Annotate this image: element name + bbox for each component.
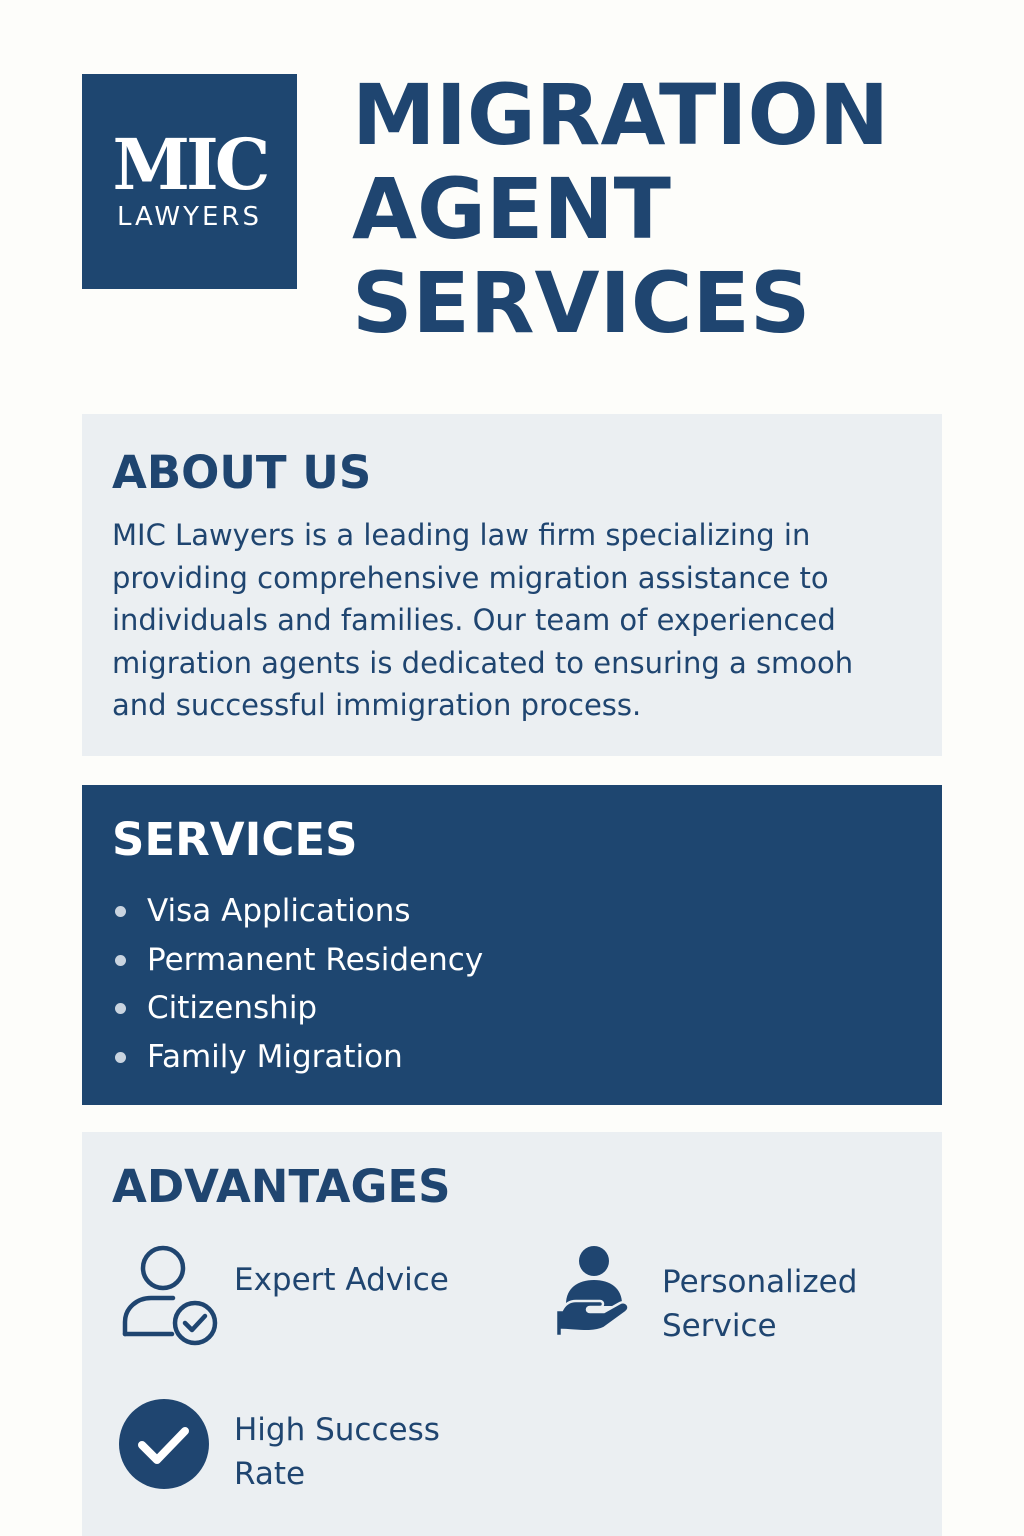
- bullet-icon: [115, 955, 126, 966]
- service-label: Visa Applications: [147, 893, 411, 929]
- service-label: Permanent Residency: [147, 941, 484, 978]
- services-list: [112, 887, 483, 1081]
- page-title: [352, 68, 972, 350]
- bullet-icon: [115, 1003, 126, 1014]
- page-title-line-3: SERVICES: [352, 254, 811, 352]
- bullet-icon: [115, 1052, 126, 1063]
- about-heading: ABOUT US: [112, 446, 372, 499]
- services-section: [82, 785, 942, 1105]
- about-section: [82, 414, 942, 756]
- advantage-label: High Success Rate: [234, 1412, 440, 1492]
- advantage-expert-advice: [120, 1242, 500, 1352]
- about-body: MIC Lawyers is a leading law firm specializing in providing comprehensive migration assistance to individuals and families. Our team of experienced migration agents is dedicated to ensuring a smooh and successful immigration process.: [112, 518, 854, 722]
- advantages-heading: ADVANTAGES: [112, 1160, 451, 1213]
- logo: [82, 74, 297, 289]
- advantages-section: [82, 1132, 942, 1536]
- page-title-line-2: AGENT: [352, 160, 671, 258]
- list-item: [112, 887, 483, 936]
- logo-subtitle: LAWYERS: [116, 202, 263, 232]
- person-hand-icon: [552, 1244, 634, 1344]
- bullet-icon: [115, 906, 126, 917]
- advantage-high-success-rate: [118, 1398, 498, 1508]
- list-item: [112, 1033, 483, 1082]
- advantage-personalized-service: [552, 1244, 922, 1354]
- advantage-label: Personalized Service: [662, 1264, 858, 1344]
- list-item: [112, 984, 483, 1033]
- list-item: [112, 936, 483, 985]
- service-label: Family Migration: [147, 1038, 403, 1075]
- person-check-icon: [120, 1242, 220, 1352]
- page-title-line-1: MIGRATION: [352, 66, 890, 164]
- services-heading: SERVICES: [112, 813, 358, 866]
- advantage-label: Expert Advice: [234, 1262, 449, 1298]
- service-label: Citizenship: [147, 990, 318, 1026]
- logo-mark: MIC: [112, 123, 267, 206]
- check-circle-icon: [118, 1398, 210, 1490]
